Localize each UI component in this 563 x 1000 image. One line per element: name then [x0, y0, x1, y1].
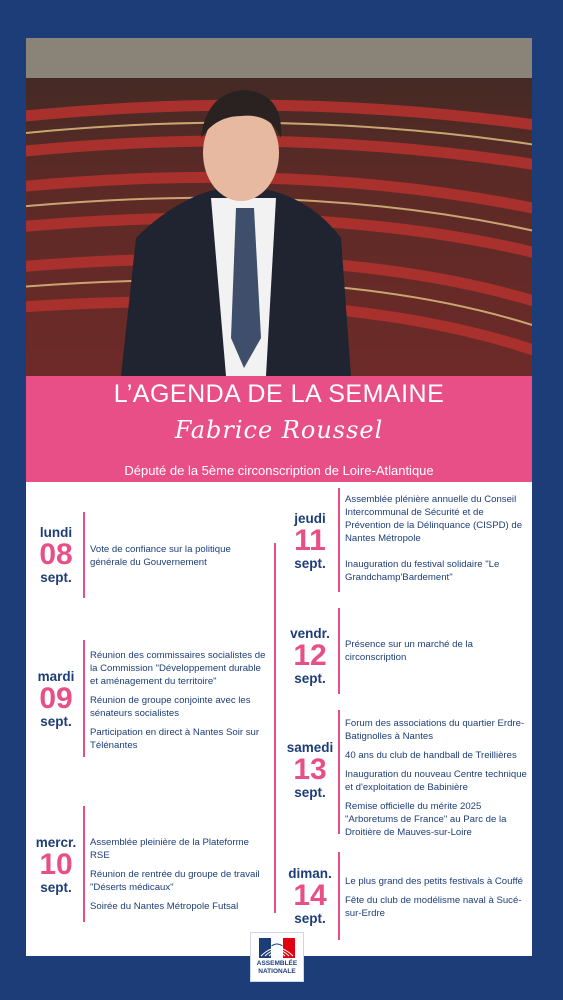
hemicycle-image — [26, 38, 532, 376]
day-wednesday: mercr. 10 sept. — [35, 835, 77, 895]
day-separator — [338, 488, 340, 592]
event-item: Soirée du Nantes Métropole Futsal — [90, 901, 239, 912]
event-item: 40 ans du club de handball de Treillières — [345, 750, 517, 761]
day-monday: lundi 08 sept. — [39, 525, 73, 585]
day-separator — [83, 640, 85, 757]
event-item: Présence sur un marché de la circonscription — [345, 639, 473, 663]
event-item: Participation en direct à Nantes Soir sur Télénantes — [90, 727, 260, 751]
event-item: Réunion de rentrée du groupe de travail "Déserts médicaux" — [90, 869, 260, 893]
assemblee-nationale-logo — [250, 932, 304, 982]
event-item: Réunion de groupe conjointe avec les sénateurs socialistes — [90, 695, 251, 719]
event-item: Fête du club de modélisme naval à Sucé-sur-Erdre — [345, 895, 522, 919]
event-item: Inauguration du festival solidaire "Le Grandchamp'Bardement" — [345, 559, 500, 583]
event-item: Vote de confiance sur la politique générale du Gouvernement — [90, 544, 231, 568]
agenda-banner — [26, 376, 532, 482]
events-saturday — [345, 717, 527, 845]
events-tuesday — [90, 649, 268, 758]
day-thursday: jeudi 11 sept. — [294, 511, 326, 571]
logo-line-2: NATIONALE — [258, 968, 296, 975]
event-item: Réunion des commissaires socialistes de la Commission "Développement durable et aménagement du territoire" — [90, 650, 266, 687]
event-item: Inauguration du nouveau Centre technique et d'exploitation de Babinière — [345, 769, 527, 793]
events-monday — [90, 543, 268, 575]
event-item: Assemblée plénière annuelle du Conseil Intercommunal de Sécurité et de Prévention de la Délinquance (CISPD) de Nantes Métropole — [345, 494, 523, 544]
day-separator — [338, 852, 340, 940]
agenda-title: L’AGENDA DE LA SEMAINE — [113, 380, 445, 408]
event-item: Le plus grand des petits festivals à Couffé — [345, 876, 523, 887]
deputy-subtitle: Député de la 5ème circonscription de Loire-Atlantique — [124, 463, 434, 478]
column-divider — [274, 543, 276, 913]
day-saturday: samedi 13 sept. — [286, 740, 334, 800]
events-thursday — [345, 493, 527, 590]
event-item: Forum des associations du quartier Erdre-Batignolles à Nantes — [345, 718, 525, 742]
day-separator — [83, 806, 85, 922]
day-separator — [338, 710, 340, 834]
event-item: Remise officielle du mérite 2025 "Arboretums de France" au Parc de la Droitière de Mauves-sur-Loire — [345, 801, 507, 838]
day-tuesday: mardi 09 sept. — [37, 669, 75, 729]
day-sunday: diman. 14 sept. — [288, 866, 332, 926]
day-separator — [83, 512, 85, 598]
day-separator — [338, 608, 340, 694]
tricolor-hemicycle-icon — [259, 938, 295, 958]
events-sunday — [345, 875, 527, 926]
events-wednesday — [90, 836, 268, 919]
logo-line-1: ASSEMBLÉE — [256, 960, 298, 967]
event-item: Assemblée pleinière de la Plateforme RSE — [90, 837, 249, 861]
deputy-signature: Fabrice Roussel — [174, 416, 384, 444]
events-friday — [345, 638, 527, 670]
deputy-photo — [26, 38, 532, 376]
day-friday: vendr. 12 sept. — [290, 626, 330, 686]
